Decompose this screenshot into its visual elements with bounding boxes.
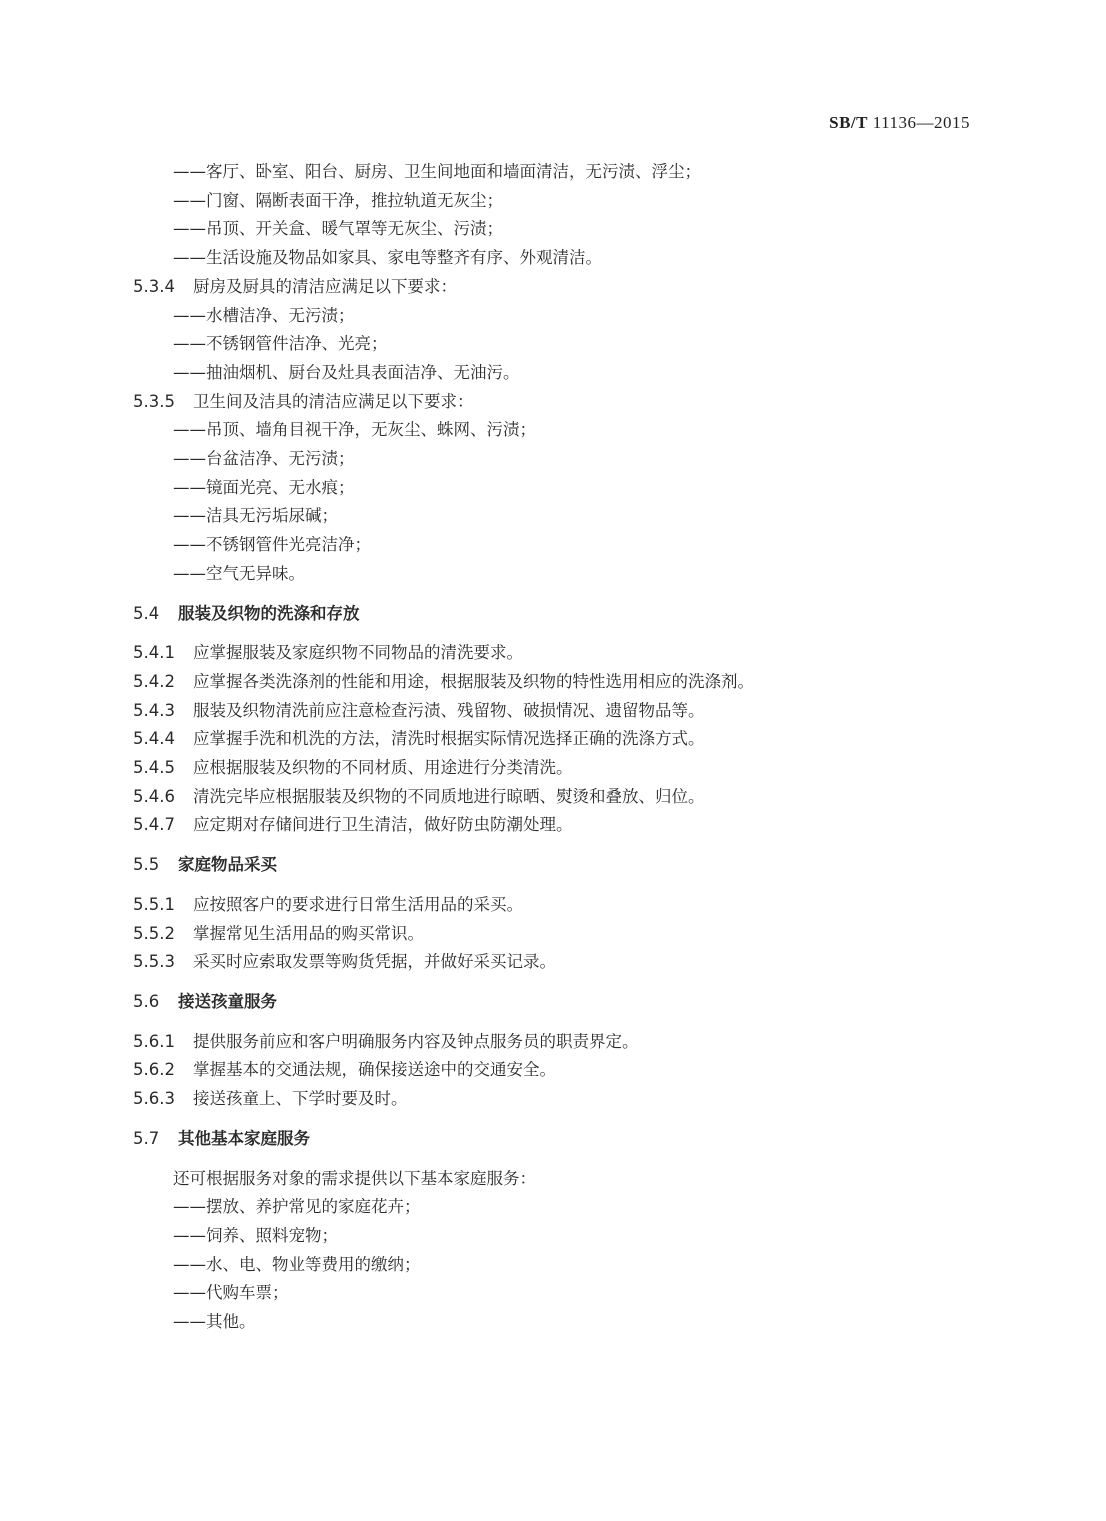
- clause: [133, 1028, 993, 1057]
- list-item-text: ——吊顶、开关盒、暖气罩等无灰尘、污渍；: [173, 219, 503, 239]
- clause: [133, 891, 993, 920]
- clause-number: 5.4.7: [133, 815, 175, 835]
- clause-number: 5.6.3: [133, 1089, 175, 1109]
- list-item-text: ——台盆洁净、无污渍；: [173, 449, 355, 469]
- clause: [133, 639, 993, 668]
- clause-number: 5.4.3: [133, 700, 175, 720]
- list-item-text: ——不锈钢管件洁净、光亮；: [173, 334, 388, 354]
- list-item-text: ——其他。: [173, 1312, 256, 1332]
- clause: [133, 811, 993, 840]
- clause-number: 5.5.3: [133, 952, 175, 972]
- list-item-text: ——空气无异味。: [173, 563, 305, 583]
- clause-text: 服装及织物清洗前应注意检查污渍、残留物、破损情况、遗留物品等。: [193, 700, 705, 720]
- clause-text: 厨房及厨具的清洁应满足以下要求：: [193, 276, 457, 296]
- clause-number: 5.4.2: [133, 671, 175, 691]
- list-item-text: ——生活设施及物品如家具、家电等整齐有序、外观清洁。: [173, 248, 602, 268]
- clause-number: 5.6.2: [133, 1060, 175, 1080]
- clause: [133, 920, 993, 949]
- clause: [133, 697, 993, 726]
- list-item: [133, 416, 993, 445]
- list-item: [133, 158, 993, 187]
- section-title: 服装及织物的洗涤和存放: [178, 603, 360, 623]
- clause-text: 清洗完毕应根据服装及织物的不同质地进行晾晒、熨烫和叠放、归位。: [193, 786, 705, 806]
- section-heading: [133, 988, 993, 1017]
- list-item-text: ——水、电、物业等费用的缴纳；: [173, 1254, 421, 1274]
- page-header: [829, 113, 970, 133]
- list-item-text: ——饲养、照料宠物；: [173, 1225, 338, 1245]
- list-item: [133, 474, 993, 503]
- section-number: 5.5: [133, 855, 160, 875]
- clause: [133, 668, 993, 697]
- clause-number: 5.4.4: [133, 729, 175, 749]
- section-number: 5.6: [133, 991, 160, 1011]
- clause-number: 5.5.2: [133, 923, 175, 943]
- clause: [133, 388, 993, 417]
- list-item: [133, 302, 993, 331]
- section-title: 其他基本家庭服务: [178, 1128, 310, 1148]
- clause: [133, 754, 993, 783]
- clause-number: 5.6.1: [133, 1031, 175, 1051]
- clause-text: 应掌握手洗和机洗的方法，清洗时根据实际情况选择正确的洗涤方式。: [193, 729, 705, 749]
- paragraph: [133, 1165, 993, 1194]
- list-item: [133, 359, 993, 388]
- clause: [133, 725, 993, 754]
- clause-number: 5.3.4: [133, 276, 175, 296]
- document-body: [133, 158, 993, 1337]
- standard-code: 11136—2015: [872, 113, 970, 132]
- clause-number: 5.4.5: [133, 758, 175, 778]
- section-number: 5.4: [133, 603, 160, 623]
- clause-text: 掌握基本的交通法规，确保接送途中的交通安全。: [193, 1060, 556, 1080]
- list-item-text: ——不锈钢管件光亮洁净；: [173, 535, 371, 555]
- clause-text: 掌握常见生活用品的购买常识。: [193, 923, 424, 943]
- clause-number: 5.3.5: [133, 391, 175, 411]
- section-number: 5.7: [133, 1128, 160, 1148]
- list-item: [133, 330, 993, 359]
- section-title: 接送孩童服务: [178, 991, 277, 1011]
- list-item-text: ——洁具无污垢尿碱；: [173, 506, 338, 526]
- clause-text: 应定期对存储间进行卫生清洁，做好防虫防潮处理。: [193, 815, 573, 835]
- list-item-text: ——吊顶、墙角目视干净，无灰尘、蛛网、污渍；: [173, 420, 536, 440]
- list-item: [133, 560, 993, 589]
- clause-text: 采买时应索取发票等购货凭据，并做好采买记录。: [193, 952, 556, 972]
- section-heading: [133, 851, 993, 880]
- list-item: [133, 531, 993, 560]
- list-item: [133, 215, 993, 244]
- list-item: [133, 445, 993, 474]
- list-item: [133, 1308, 993, 1337]
- list-item-text: ——客厅、卧室、阳台、厨房、卫生间地面和墙面清洁，无污渍、浮尘；: [173, 162, 701, 181]
- clause-text: 提供服务前应和客户明确服务内容及钟点服务员的职责界定。: [193, 1031, 639, 1051]
- section-heading: [133, 600, 993, 629]
- list-item-text: ——代购车票；: [173, 1283, 289, 1303]
- list-item-text: ——抽油烟机、厨台及灶具表面洁净、无油污。: [173, 362, 520, 382]
- list-item: [133, 502, 993, 531]
- clause-number: 5.5.1: [133, 894, 175, 914]
- clause-number: 5.4.1: [133, 643, 175, 663]
- clause-text: 应掌握各类洗涤剂的性能和用途，根据服装及织物的特性选用相应的洗涤剂。: [193, 671, 754, 691]
- standard-prefix: SB/T: [829, 113, 868, 132]
- list-item: [133, 1279, 993, 1308]
- list-item: [133, 1222, 993, 1251]
- list-item-text: ——摆放、养护常见的家庭花卉；: [173, 1197, 421, 1217]
- clause-text: 应根据服装及织物的不同材质、用途进行分类清洗。: [193, 758, 573, 778]
- clause: [133, 783, 993, 812]
- clause: [133, 1056, 993, 1085]
- clause-text: 接送孩童上、下学时要及时。: [193, 1089, 408, 1109]
- list-item-text: ——门窗、隔断表面干净，推拉轨道无灰尘；: [173, 190, 503, 210]
- section-heading: [133, 1125, 993, 1154]
- clause-text: 应掌握服装及家庭织物不同物品的清洗要求。: [193, 643, 523, 663]
- list-item: [133, 244, 993, 273]
- section-title: 家庭物品采买: [178, 855, 277, 875]
- clause: [133, 948, 993, 977]
- clause: [133, 1085, 993, 1114]
- clause-text: 卫生间及洁具的清洁应满足以下要求：: [193, 391, 474, 411]
- clause: [133, 273, 993, 302]
- paragraph-text: 还可根据服务对象的需求提供以下基本家庭服务：: [173, 1168, 536, 1188]
- list-item: [133, 1251, 993, 1280]
- clause-number: 5.4.6: [133, 786, 175, 806]
- list-item: [133, 187, 993, 216]
- list-item-text: ——水槽洁净、无污渍；: [173, 305, 355, 325]
- list-item-text: ——镜面光亮、无水痕；: [173, 477, 355, 497]
- list-item: [133, 1193, 993, 1222]
- clause-text: 应按照客户的要求进行日常生活用品的采买。: [193, 894, 523, 914]
